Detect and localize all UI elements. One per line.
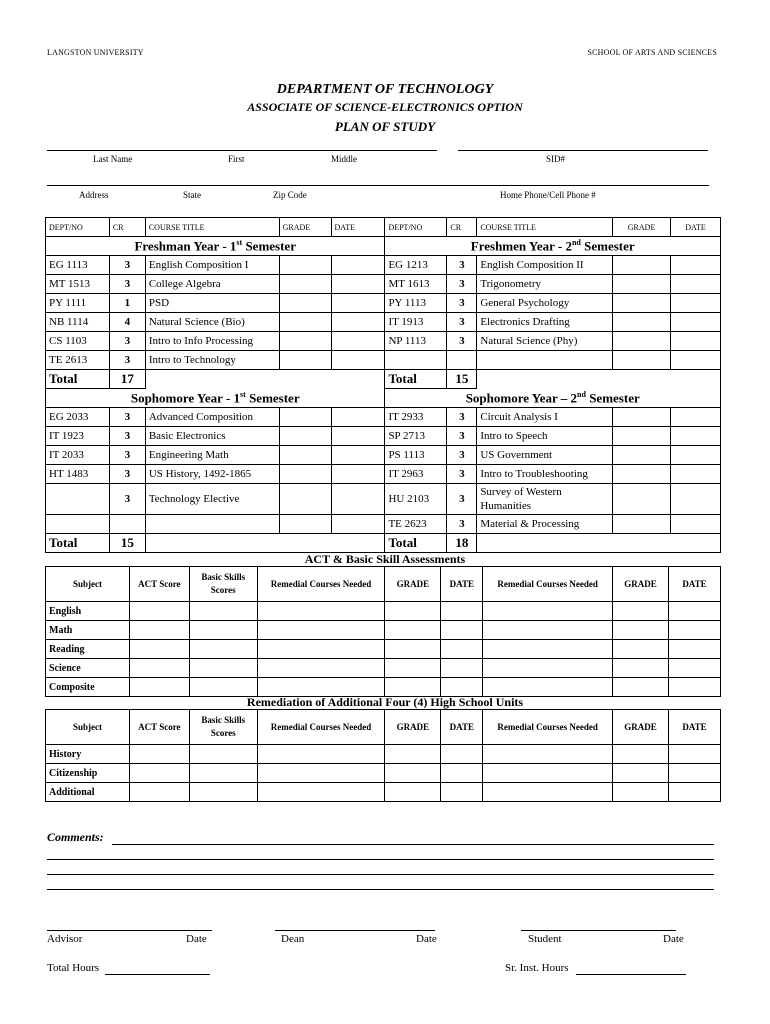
advisor-signature-line[interactable] bbox=[47, 930, 212, 931]
col-date-left: DATE bbox=[331, 218, 385, 237]
assessment-entry-cell[interactable] bbox=[385, 764, 441, 783]
advisor-date-label: Date bbox=[186, 933, 207, 945]
course-row bbox=[46, 351, 721, 370]
course-title bbox=[145, 515, 279, 534]
course-title: Engineering Math bbox=[145, 446, 279, 465]
assessment-subject: Composite bbox=[46, 678, 130, 697]
course-number: TE 2613 bbox=[46, 351, 110, 370]
assessment-entry-cell[interactable] bbox=[257, 621, 385, 640]
assessment-entry-cell[interactable] bbox=[129, 783, 189, 802]
assessment-entry-cell[interactable] bbox=[613, 745, 669, 764]
course-credits: 3 bbox=[109, 408, 145, 427]
col-course-right: COURSE TITLE bbox=[477, 218, 613, 237]
course-number: EG 1113 bbox=[46, 256, 110, 275]
assessment-column-header: Subject bbox=[46, 567, 130, 602]
school-name: SCHOOL OF ARTS AND SCIENCES bbox=[587, 48, 717, 57]
date-cell[interactable] bbox=[671, 484, 721, 515]
course-row bbox=[46, 275, 721, 294]
assessment-row bbox=[46, 659, 721, 678]
grade-cell[interactable] bbox=[613, 465, 671, 484]
course-number: NP 1113 bbox=[385, 332, 447, 351]
assessment-entry-cell[interactable] bbox=[189, 659, 257, 678]
assessment-column-header: Subject bbox=[46, 710, 130, 745]
assessment-entry-cell[interactable] bbox=[441, 783, 483, 802]
grade-cell[interactable] bbox=[613, 427, 671, 446]
grade-cell[interactable] bbox=[279, 408, 331, 427]
assessment-entry-cell[interactable] bbox=[129, 640, 189, 659]
date-cell[interactable] bbox=[331, 465, 385, 484]
date-cell[interactable] bbox=[331, 427, 385, 446]
course-credits: 1 bbox=[109, 294, 145, 313]
remediation-table bbox=[45, 709, 721, 802]
last-name-label: Last Name bbox=[93, 154, 133, 164]
assessment-column-header: Remedial Courses Needed bbox=[483, 710, 613, 745]
date-cell[interactable] bbox=[331, 484, 385, 515]
student-signature-line[interactable] bbox=[521, 930, 676, 931]
assessment-column-header: DATE bbox=[668, 567, 720, 602]
date-cell[interactable] bbox=[331, 515, 385, 534]
act-section-title: ACT & Basic Skill Assessments bbox=[304, 552, 466, 566]
grade-cell[interactable] bbox=[279, 351, 331, 370]
course-row bbox=[46, 465, 721, 484]
course-number: CS 1103 bbox=[46, 332, 110, 351]
course-title: Material & Processing bbox=[477, 515, 613, 534]
course-number: IT 1913 bbox=[385, 313, 447, 332]
col-dept-left: DEPT/NO bbox=[46, 218, 110, 237]
assessment-entry-cell[interactable] bbox=[668, 783, 720, 802]
assessment-entry-cell[interactable] bbox=[385, 745, 441, 764]
course-credits: 3 bbox=[109, 256, 145, 275]
assessment-entry-cell[interactable] bbox=[189, 745, 257, 764]
course-number: HU 2103 bbox=[385, 484, 447, 515]
course-credits: 3 bbox=[447, 294, 477, 313]
assessment-entry-cell[interactable] bbox=[613, 602, 669, 621]
course-row bbox=[46, 515, 721, 534]
assessment-entry-cell[interactable] bbox=[483, 602, 613, 621]
assessment-row bbox=[46, 640, 721, 659]
grade-cell[interactable] bbox=[279, 313, 331, 332]
comments-line-3[interactable] bbox=[47, 874, 714, 875]
assessment-header-row bbox=[46, 710, 721, 745]
assessment-entry-cell[interactable] bbox=[668, 745, 720, 764]
assessment-entry-cell[interactable] bbox=[483, 745, 613, 764]
course-row bbox=[46, 313, 721, 332]
assessment-subject: History bbox=[46, 745, 130, 764]
course-credits bbox=[109, 515, 145, 534]
assessment-row bbox=[46, 764, 721, 783]
course-number: PY 1111 bbox=[46, 294, 110, 313]
course-title: English Composition II bbox=[477, 256, 613, 275]
course-credits: 3 bbox=[109, 332, 145, 351]
course-number: NB 1114 bbox=[46, 313, 110, 332]
course-row bbox=[46, 446, 721, 465]
date-cell[interactable] bbox=[671, 427, 721, 446]
column-header-row bbox=[46, 218, 721, 237]
assessment-entry-cell[interactable] bbox=[668, 659, 720, 678]
course-title: College Algebra bbox=[145, 275, 279, 294]
course-number: IT 2033 bbox=[46, 446, 110, 465]
course-number: MT 1513 bbox=[46, 275, 110, 294]
dean-label: Dean bbox=[281, 933, 305, 945]
course-credits: 4 bbox=[109, 313, 145, 332]
phone-label: Home Phone/Cell Phone # bbox=[500, 190, 596, 200]
date-cell[interactable] bbox=[331, 446, 385, 465]
course-number: TE 2623 bbox=[385, 515, 447, 534]
assessment-subject: Citizenship bbox=[46, 764, 130, 783]
assessment-entry-cell[interactable] bbox=[441, 640, 483, 659]
assessment-entry-cell[interactable] bbox=[441, 602, 483, 621]
freshman-total-row bbox=[46, 370, 721, 389]
assessment-column-header: GRADE bbox=[385, 710, 441, 745]
assessment-column-header: Remedial Courses Needed bbox=[483, 567, 613, 602]
assessment-entry-cell[interactable] bbox=[257, 678, 385, 697]
freshman-sem1-title: Freshman Year - 1st Semester bbox=[46, 237, 385, 256]
assessment-entry-cell[interactable] bbox=[129, 745, 189, 764]
assessment-column-header: Remedial Courses Needed bbox=[257, 567, 385, 602]
assessment-entry-cell[interactable] bbox=[483, 764, 613, 783]
assessment-entry-cell[interactable] bbox=[668, 764, 720, 783]
sophomore-total-row bbox=[46, 534, 721, 553]
assessment-entry-cell[interactable] bbox=[613, 783, 669, 802]
assessment-column-header: ACT Score bbox=[129, 710, 189, 745]
assessment-row bbox=[46, 602, 721, 621]
assessment-entry-cell[interactable] bbox=[613, 678, 669, 697]
course-number: IT 2963 bbox=[385, 465, 447, 484]
grade-cell[interactable] bbox=[279, 465, 331, 484]
date-cell[interactable] bbox=[671, 332, 721, 351]
course-credits: 3 bbox=[109, 465, 145, 484]
date-cell[interactable] bbox=[671, 275, 721, 294]
assessment-entry-cell[interactable] bbox=[668, 640, 720, 659]
sid-label: SID# bbox=[546, 154, 566, 164]
date-cell[interactable] bbox=[671, 256, 721, 275]
assessment-entry-cell[interactable] bbox=[668, 678, 720, 697]
grade-cell[interactable] bbox=[279, 332, 331, 351]
assessment-subject: Math bbox=[46, 621, 130, 640]
assessment-entry-cell[interactable] bbox=[441, 678, 483, 697]
grade-cell[interactable] bbox=[613, 351, 671, 370]
first-name-label: First bbox=[228, 154, 245, 164]
grade-cell[interactable] bbox=[279, 484, 331, 515]
student-label: Student bbox=[528, 933, 562, 945]
date-cell[interactable] bbox=[671, 313, 721, 332]
sophomore-left-total: 15 bbox=[109, 534, 145, 553]
dean-signature-line[interactable] bbox=[275, 930, 435, 931]
assessment-column-header: DATE bbox=[441, 567, 483, 602]
student-date-label: Date bbox=[663, 933, 684, 945]
assessment-entry-cell[interactable] bbox=[613, 659, 669, 678]
course-credits: 3 bbox=[109, 351, 145, 370]
course-number bbox=[46, 515, 110, 534]
course-plan-table bbox=[45, 217, 721, 553]
date-cell[interactable] bbox=[331, 351, 385, 370]
freshman-semester-row bbox=[46, 237, 721, 256]
assessment-entry-cell[interactable] bbox=[189, 602, 257, 621]
col-grade-right: GRADE bbox=[613, 218, 671, 237]
assessment-entry-cell[interactable] bbox=[129, 659, 189, 678]
comments-line-4[interactable] bbox=[47, 889, 714, 890]
assessment-entry-cell[interactable] bbox=[385, 783, 441, 802]
grade-cell[interactable] bbox=[279, 515, 331, 534]
assessment-entry-cell[interactable] bbox=[189, 764, 257, 783]
assessment-entry-cell[interactable] bbox=[257, 602, 385, 621]
assessment-column-header: GRADE bbox=[613, 567, 669, 602]
course-row bbox=[46, 408, 721, 427]
date-cell[interactable] bbox=[331, 313, 385, 332]
course-credits: 3 bbox=[447, 484, 477, 515]
course-row bbox=[46, 484, 721, 515]
date-cell[interactable] bbox=[671, 515, 721, 534]
course-title: PSD bbox=[145, 294, 279, 313]
course-row bbox=[46, 427, 721, 446]
col-grade-left: GRADE bbox=[279, 218, 331, 237]
course-number: EG 2033 bbox=[46, 408, 110, 427]
assessment-entry-cell[interactable] bbox=[668, 621, 720, 640]
assessment-subject: Additional bbox=[46, 783, 130, 802]
assessment-entry-cell[interactable] bbox=[257, 764, 385, 783]
course-title: Intro to Speech bbox=[477, 427, 613, 446]
course-title: Technology Elective bbox=[145, 484, 279, 515]
assessment-entry-cell[interactable] bbox=[483, 621, 613, 640]
course-title: US Government bbox=[477, 446, 613, 465]
col-cr-right: CR bbox=[447, 218, 477, 237]
date-cell[interactable] bbox=[331, 332, 385, 351]
assessment-column-header: Remedial Courses Needed bbox=[257, 710, 385, 745]
course-title: Circuit Analysis I bbox=[477, 408, 613, 427]
assessment-entry-cell[interactable] bbox=[441, 764, 483, 783]
date-cell[interactable] bbox=[331, 294, 385, 313]
course-number bbox=[385, 351, 447, 370]
course-title: Intro to Info Processing bbox=[145, 332, 279, 351]
assessment-row bbox=[46, 783, 721, 802]
course-credits: 3 bbox=[109, 484, 145, 515]
course-title bbox=[477, 351, 613, 370]
sophomore-right-total-label: Total bbox=[385, 534, 447, 553]
col-cr-left: CR bbox=[109, 218, 145, 237]
zip-label: Zip Code bbox=[273, 190, 307, 200]
date-cell[interactable] bbox=[671, 408, 721, 427]
freshman-sem2-title: Freshmen Year - 2nd Semester bbox=[385, 237, 721, 256]
course-title: Advanced Composition bbox=[145, 408, 279, 427]
course-title: Natural Science (Phy) bbox=[477, 332, 613, 351]
date-cell[interactable] bbox=[671, 446, 721, 465]
grade-cell[interactable] bbox=[613, 484, 671, 515]
name-line[interactable] bbox=[47, 150, 437, 151]
assessment-entry-cell[interactable] bbox=[129, 678, 189, 697]
assessment-entry-cell[interactable] bbox=[385, 640, 441, 659]
assessment-entry-cell[interactable] bbox=[189, 783, 257, 802]
assessment-entry-cell[interactable] bbox=[129, 621, 189, 640]
state-label: State bbox=[183, 190, 201, 200]
sophomore-left-total-label: Total bbox=[46, 534, 110, 553]
course-credits: 3 bbox=[109, 427, 145, 446]
date-cell[interactable] bbox=[671, 351, 721, 370]
date-cell[interactable] bbox=[331, 256, 385, 275]
grade-cell[interactable] bbox=[279, 275, 331, 294]
assessment-entry-cell[interactable] bbox=[257, 640, 385, 659]
course-title: Trigonometry bbox=[477, 275, 613, 294]
assessment-entry-cell[interactable] bbox=[189, 678, 257, 697]
total-hours-line[interactable] bbox=[105, 974, 210, 975]
assessment-column-header: GRADE bbox=[385, 567, 441, 602]
sophomore-semester-row bbox=[46, 389, 721, 408]
course-number: HT 1483 bbox=[46, 465, 110, 484]
assessment-subject: Science bbox=[46, 659, 130, 678]
act-assessment-table bbox=[45, 566, 721, 697]
grade-cell[interactable] bbox=[613, 332, 671, 351]
col-dept-right: DEPT/NO bbox=[385, 218, 447, 237]
assessment-entry-cell[interactable] bbox=[385, 659, 441, 678]
assessment-entry-cell[interactable] bbox=[257, 659, 385, 678]
course-credits: 3 bbox=[447, 515, 477, 534]
course-number: IT 1923 bbox=[46, 427, 110, 446]
assessment-entry-cell[interactable] bbox=[613, 764, 669, 783]
assessment-entry-cell[interactable] bbox=[385, 602, 441, 621]
course-credits: 3 bbox=[447, 256, 477, 275]
assessment-entry-cell[interactable] bbox=[668, 602, 720, 621]
sr-inst-hours-line[interactable] bbox=[576, 974, 686, 975]
assessment-subject: Reading bbox=[46, 640, 130, 659]
assessment-column-header: DATE bbox=[441, 710, 483, 745]
assessment-entry-cell[interactable] bbox=[441, 621, 483, 640]
remediation-section-title: Remediation of Additional Four (4) High School Units bbox=[246, 695, 524, 709]
date-cell[interactable] bbox=[671, 294, 721, 313]
course-row bbox=[46, 294, 721, 313]
date-cell[interactable] bbox=[671, 465, 721, 484]
assessment-entry-cell[interactable] bbox=[385, 678, 441, 697]
course-credits: 3 bbox=[447, 446, 477, 465]
assessment-row bbox=[46, 678, 721, 697]
course-credits: 3 bbox=[447, 275, 477, 294]
assessment-row bbox=[46, 621, 721, 640]
course-number: IT 2933 bbox=[385, 408, 447, 427]
assessment-entry-cell[interactable] bbox=[483, 659, 613, 678]
assessment-column-header: DATE bbox=[668, 710, 720, 745]
grade-cell[interactable] bbox=[613, 313, 671, 332]
assessment-entry-cell[interactable] bbox=[257, 745, 385, 764]
course-title: Basic Electronics bbox=[145, 427, 279, 446]
course-number: MT 1613 bbox=[385, 275, 447, 294]
assessment-subject: English bbox=[46, 602, 130, 621]
course-credits: 3 bbox=[447, 313, 477, 332]
assessment-entry-cell[interactable] bbox=[441, 659, 483, 678]
grade-cell[interactable] bbox=[613, 408, 671, 427]
course-title: General Psychology bbox=[477, 294, 613, 313]
col-course-left: COURSE TITLE bbox=[145, 218, 279, 237]
assessment-entry-cell[interactable] bbox=[257, 783, 385, 802]
course-credits: 3 bbox=[447, 465, 477, 484]
grade-cell[interactable] bbox=[279, 294, 331, 313]
address-label: Address bbox=[79, 190, 109, 200]
col-date-right: DATE bbox=[671, 218, 721, 237]
plan-title: PLAN OF STUDY bbox=[334, 119, 436, 134]
grade-cell[interactable] bbox=[613, 446, 671, 465]
freshman-left-total-label: Total bbox=[46, 370, 110, 389]
assessment-column-header: Basic Skills Scores bbox=[189, 567, 257, 602]
course-number: PS 1113 bbox=[385, 446, 447, 465]
freshman-right-total-label: Total bbox=[385, 370, 447, 389]
course-number bbox=[46, 484, 110, 515]
sophomore-sem2-title: Sophomore Year – 2nd Semester bbox=[385, 389, 721, 408]
assessment-entry-cell[interactable] bbox=[613, 621, 669, 640]
total-hours-label: Total Hours bbox=[47, 962, 100, 974]
address-line[interactable] bbox=[47, 185, 709, 186]
comments-line-1[interactable] bbox=[112, 844, 714, 845]
course-title: English Composition I bbox=[145, 256, 279, 275]
sophomore-right-total: 18 bbox=[447, 534, 477, 553]
course-credits bbox=[447, 351, 477, 370]
middle-name-label: Middle bbox=[331, 154, 357, 164]
sophomore-sem1-title: Sophomore Year - 1st Semester bbox=[46, 389, 385, 408]
grade-cell[interactable] bbox=[613, 294, 671, 313]
date-cell[interactable] bbox=[331, 408, 385, 427]
freshman-left-total: 17 bbox=[109, 370, 145, 389]
course-title: Survey of Western Humanities bbox=[477, 484, 613, 515]
assessment-column-header: Basic Skills Scores bbox=[189, 710, 257, 745]
assessment-column-header: ACT Score bbox=[129, 567, 189, 602]
course-title: US History, 1492-1865 bbox=[145, 465, 279, 484]
assessment-entry-cell[interactable] bbox=[189, 640, 257, 659]
assessment-entry-cell[interactable] bbox=[483, 678, 613, 697]
course-row bbox=[46, 332, 721, 351]
comments-line-2[interactable] bbox=[47, 859, 714, 860]
grade-cell[interactable] bbox=[279, 446, 331, 465]
degree-title: ASSOCIATE OF SCIENCE-ELECTRONICS OPTION bbox=[247, 100, 523, 114]
assessment-row bbox=[46, 745, 721, 764]
course-credits: 3 bbox=[447, 332, 477, 351]
freshman-right-total: 15 bbox=[447, 370, 477, 389]
sr-inst-hours-label: Sr. Inst. Hours bbox=[505, 962, 569, 974]
course-title: Intro to Technology bbox=[145, 351, 279, 370]
course-row bbox=[46, 256, 721, 275]
course-title: Electronics Drafting bbox=[477, 313, 613, 332]
course-number: SP 2713 bbox=[385, 427, 447, 446]
grade-cell[interactable] bbox=[613, 256, 671, 275]
grade-cell[interactable] bbox=[279, 427, 331, 446]
grade-cell[interactable] bbox=[613, 515, 671, 534]
assessment-entry-cell[interactable] bbox=[129, 764, 189, 783]
assessment-column-header: GRADE bbox=[613, 710, 669, 745]
comments-label: Comments: bbox=[47, 830, 104, 844]
department-title: DEPARTMENT OF TECHNOLOGY bbox=[276, 82, 494, 97]
dean-date-label: Date bbox=[416, 933, 437, 945]
assessment-header-row bbox=[46, 567, 721, 602]
course-title: Natural Science (Bio) bbox=[145, 313, 279, 332]
course-credits: 3 bbox=[447, 408, 477, 427]
advisor-label: Advisor bbox=[47, 933, 83, 945]
course-credits: 3 bbox=[447, 427, 477, 446]
university-name: LANGSTON UNIVERSITY bbox=[47, 48, 144, 57]
course-number: PY 1113 bbox=[385, 294, 447, 313]
assessment-entry-cell[interactable] bbox=[385, 621, 441, 640]
assessment-entry-cell[interactable] bbox=[189, 621, 257, 640]
assessment-entry-cell[interactable] bbox=[613, 640, 669, 659]
course-credits: 3 bbox=[109, 275, 145, 294]
course-title: Intro to Troubleshooting bbox=[477, 465, 613, 484]
assessment-entry-cell[interactable] bbox=[483, 783, 613, 802]
assessment-entry-cell[interactable] bbox=[483, 640, 613, 659]
sid-line[interactable] bbox=[458, 150, 708, 151]
date-cell[interactable] bbox=[331, 275, 385, 294]
grade-cell[interactable] bbox=[279, 256, 331, 275]
course-number: EG 1213 bbox=[385, 256, 447, 275]
grade-cell[interactable] bbox=[613, 275, 671, 294]
course-credits: 3 bbox=[109, 446, 145, 465]
assessment-entry-cell[interactable] bbox=[129, 602, 189, 621]
assessment-entry-cell[interactable] bbox=[441, 745, 483, 764]
